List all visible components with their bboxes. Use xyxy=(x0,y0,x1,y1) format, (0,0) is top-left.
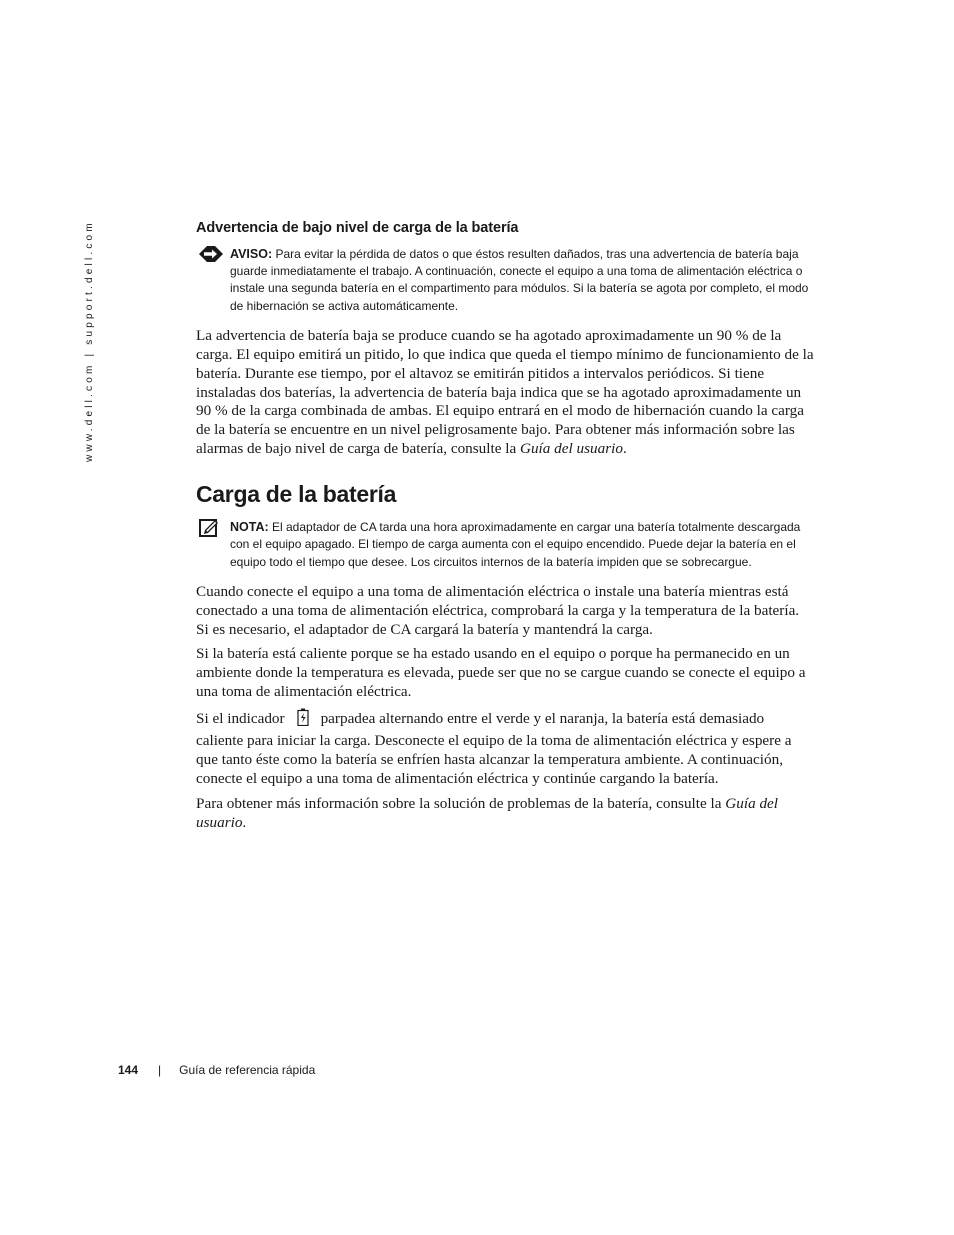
paragraph xyxy=(196,708,814,789)
paragraph-text: Si el indicador xyxy=(196,710,285,728)
page-footer xyxy=(118,1061,315,1079)
paragraph: Cuando conecte el equipo a una toma de alimentación eléctrica o instale una batería mientras está conectado a una toma de alimentación eléctrica, comprobará la carga y la temperatura de la batería. Si es necesario, el adaptador de CA cargará la batería y mantendrá la carga. xyxy=(196,582,800,638)
paragraph-end: . xyxy=(622,440,627,458)
paragraph-end: . xyxy=(242,813,247,831)
paragraph-italic: Guía del usuario xyxy=(520,440,623,458)
note-nota xyxy=(196,519,814,571)
notice-label: AVISO: xyxy=(230,247,273,261)
paragraph-italic: Guía del usuario xyxy=(196,794,779,831)
paragraph-text: La advertencia de batería baja se produce cuando se ha agotado aproximadamente un 90 % de la carga. El equipo emitirá un pitido, lo que indica que queda el tiempo mínimo de funcionamiento de la batería. Durante ese tiempo, por el altavoz se emitirán pitidos a intervalos periódicos. Si tiene instaladas dos baterías, la advertencia de batería baja indica que se ha agotado aproximadamente un 90 % de la carga combinada de ambas. El equipo entrará en el modo de hibernación cuando la carga de la batería se encuentre en un nivel peligrosamente bajo. Para obtener más información sobre las alarmas de bajo nivel de carga de batería, consulte la xyxy=(196,326,814,458)
section-title-battery-charging: Carga de la batería xyxy=(196,481,397,508)
note-label: NOTA: xyxy=(230,520,269,535)
battery-indicator-icon xyxy=(285,708,321,732)
paragraph-text: parpadea alternando entre el verde y el naranja, la batería está demasiado caliente para iniciar la carga. Desconecte el equipo de la toma de alimentación eléctrica y espere a que tanto éste como la batería se enfríen hasta alcanzar la temperatura ambiente. A continuación, conecte el equipo a una toma de alimentación eléctrica y continúe cargando la batería. xyxy=(196,710,792,787)
paragraph xyxy=(196,795,814,833)
paragraph: Si la batería está caliente porque se ha estado usando en el equipo o porque ha permanecido en un ambiente donde la temperatura es elevada, puede ser que no se cargue cuando se conecte el equipo a una toma de alimentación eléctrica. xyxy=(196,645,806,701)
page-number: 144 xyxy=(118,1063,139,1077)
notice-arrow-icon xyxy=(198,245,224,268)
paragraph xyxy=(196,327,814,459)
sidebar-url: www.dell.com | support.dell.com xyxy=(84,220,95,462)
paragraph-text: Para obtener más información sobre la solución de problemas de la batería, consulte la xyxy=(196,794,726,812)
section-heading-low-battery: Advertencia de bajo nivel de carga de la batería xyxy=(196,220,519,236)
notice-aviso xyxy=(196,246,814,315)
footer-separator: | xyxy=(158,1063,162,1077)
note-text: El adaptador de CA tarda una hora aproximadamente en cargar una batería totalmente descargada con el equipo apagado. El tiempo de carga aumenta con el equipo encendido. Puede dejar la batería en el equipo todo el tiempo que desee. Los circuitos internos de la batería impiden que se sobrecargue. xyxy=(230,520,801,569)
notice-text: Para evitar la pérdida de datos o que éstos resulten dañados, tras una advertencia de batería baja guarde inmediatamente el trabajo. A continuación, conecte el equipo a una toma de alimentación eléctrica o instale una segunda batería en el compartimento para módulos. Si la batería se agota por completo, el modo de hibernación se activa automáticamente. xyxy=(230,247,809,313)
page-content xyxy=(196,218,814,839)
note-pencil-icon xyxy=(198,518,220,543)
footer-title: Guía de referencia rápida xyxy=(179,1063,316,1077)
